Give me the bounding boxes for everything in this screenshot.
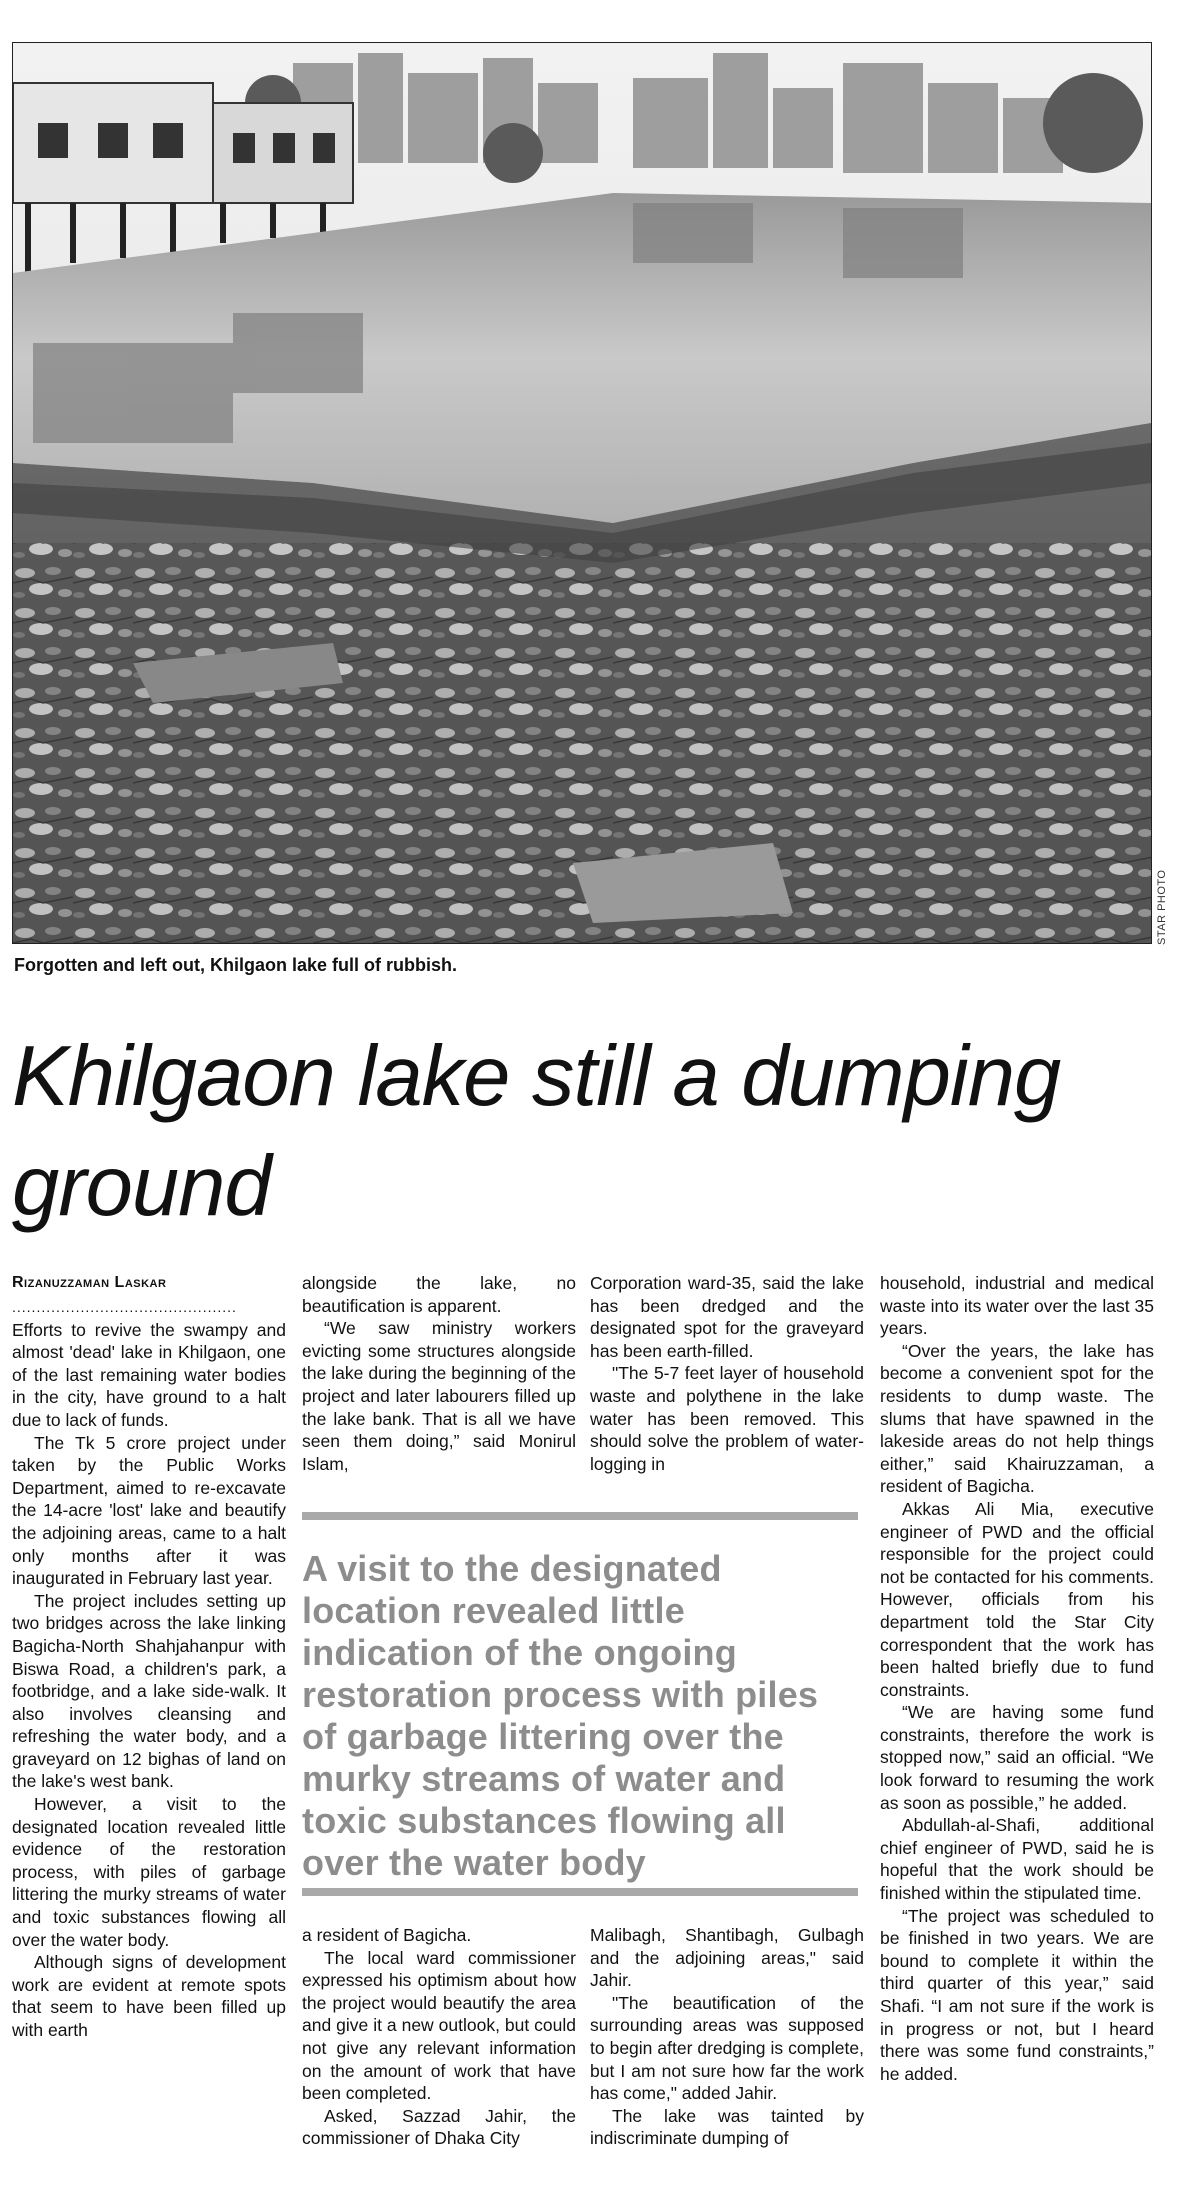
lake-photo-illustration [13, 43, 1151, 943]
paragraph: Akkas Ali Mia, executive engineer of PWD and the official responsible for the project could not be contacted for his comments. However, officials from his department told the Star City correspondent that the work has been halted briefly due to fund constraints. [880, 1498, 1154, 1700]
paragraph: “The project was scheduled to be finished in two years. We are bound to complete it within the third quarter of this year,” said Shafi. “I am not sure if the work is in progress or not, but I heard there was some fund constraints,” he added. [880, 1905, 1154, 2084]
article-column-2-top [302, 1272, 576, 1494]
paragraph: The lake was tainted by indiscriminate dumping of [590, 2105, 864, 2149]
pull-quote [302, 1512, 858, 1896]
article-column-4 [880, 1272, 1154, 2085]
pull-quote-bottom-rule [302, 1888, 858, 1896]
paragraph: Abdullah-al-Shafi, additional chief engineer of PWD, said he is hopeful that the work should be finished within the stipulated time. [880, 1815, 1154, 1904]
paragraph: "The beautification of the surrounding areas was supposed to begin after dredging is complete, but I am not sure how far the work has come," added Jahir. [590, 1992, 864, 2104]
paragraph: household, industrial and medical waste into its water over the last 35 years. [880, 1273, 1154, 1339]
headline: Khilgaon lake still a dumping ground [12, 1029, 1061, 1234]
byline-divider: .............................................. [12, 1298, 237, 1315]
paragraph: “We saw ministry workers evicting some structures alongside the lake during the beginning of the project and later labourers filled up the lake bank. That is all we have seen them doing,” said Monirul Islam, [302, 1318, 576, 1474]
article-column-1 [12, 1272, 286, 2042]
paragraph: Although signs of development work are evident at remote spots that seem to have been filled up with earth [12, 1952, 286, 2040]
article-column-2-bottom [302, 1924, 576, 2150]
paragraph: “We are having some fund constraints, therefore the work is stopped now,” said an official. “We look forward to resuming the work as soon as possible,” he added. [880, 1702, 1154, 1813]
paragraph: The Tk 5 crore project under taken by the Public Works Department, aimed to re-excavate the 14-acre 'lost' lake and beautify the adjoining areas, came to a halt only months after it was inaugurated in February last year. [12, 1432, 286, 1589]
pull-quote-text: A visit to the designated location revealed little indication of the ongoing restoration process with piles of garbage littering over the murky streams of water and toxic substances flowing all over the water body [302, 1548, 819, 1883]
paragraph: Corporation ward-35, said the lake has been dredged and the designated spot for the graveyard has been earth-filled. [590, 1273, 864, 1361]
paragraph: The local ward commissioner expressed his optimism about how the project would beautify the area and give it a new outlook, but could not give any relevant information on the amount of work that have been completed. [302, 1947, 576, 2104]
lake-photo [12, 42, 1152, 944]
paragraph: “Over the years, the lake has become a convenient spot for the residents to dump waste. The slums that have spawned in the lakeside areas do not help things either,” said Khairuzzaman, a resident of Bagicha. [880, 1340, 1154, 1497]
paragraph: Malibagh, Shantibagh, Gulbagh and the adjoining areas," said Jahir. [590, 1925, 864, 1991]
photo-caption: Forgotten and left out, Khilgaon lake full of rubbish. [14, 955, 457, 975]
paragraph: The project includes setting up two bridges across the lake linking Bagicha-North Shahjahanpur with Biswa Road, a children's park, a footbridge, and a lake side-walk. It also involves cleansing and refreshing the water body, and a graveyard on 12 bighas of land on the lake's west bank. [12, 1590, 286, 1792]
article-column-3-top [590, 1272, 864, 1494]
paragraph: Efforts to revive the swampy and almost 'dead' lake in Khilgaon, one of the last remaining water bodies in the city, have ground to a halt due to lack of funds. [12, 1319, 286, 1430]
pull-quote-top-rule [302, 1512, 858, 1520]
article-column-3-bottom [590, 1924, 864, 2150]
paragraph: "The 5-7 feet layer of household waste and polythene in the lake water has been removed. This should solve the problem of water-logging in [590, 1363, 864, 1474]
paragraph: a resident of Bagicha. [302, 1925, 472, 1945]
paragraph: Asked, Sazzad Jahir, the commissioner of Dhaka City [302, 2105, 576, 2149]
paragraph: However, a visit to the designated location revealed little evidence of the restoration process, with piles of garbage littering the murky streams of water and toxic substances flowing all over the water body. [12, 1794, 286, 1950]
byline: Rizanuzzaman Laskar [12, 1274, 167, 1291]
photo-credit: STAR PHOTO [1156, 869, 1168, 945]
paragraph: alongside the lake, no beautification is apparent. [302, 1273, 576, 1316]
